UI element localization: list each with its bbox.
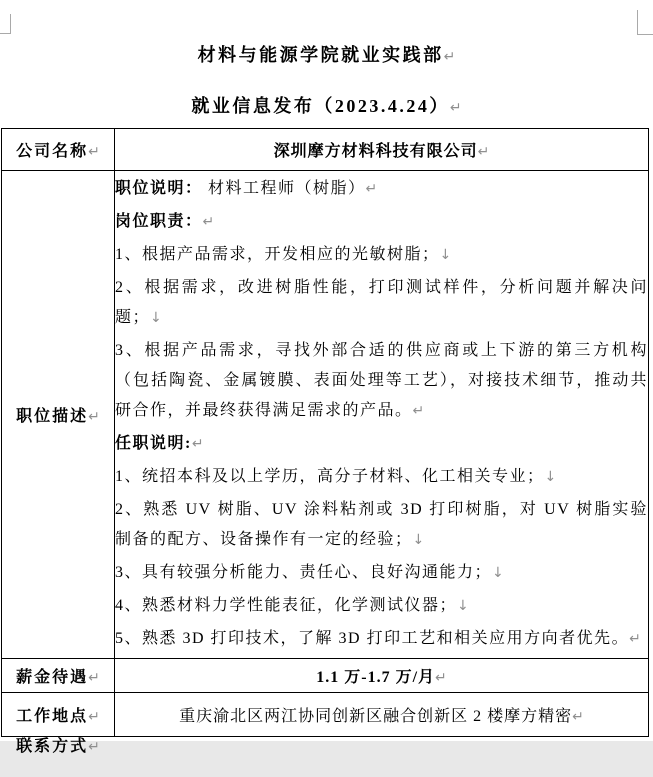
company-name-value-cell: [115, 129, 649, 171]
location-value: 重庆渝北区两江协同创新区融合创新区 2 楼摩方精密: [179, 708, 573, 725]
paragraph-mark-icon: ↵: [365, 181, 378, 197]
paragraph-mark-icon: ↵: [629, 631, 641, 647]
paragraph-mark-icon: ↵: [88, 670, 100, 686]
paragraph-text: 4、熟悉材料力学性能表征，化学测试仪器；: [115, 597, 458, 614]
table-row-location: [2, 693, 649, 737]
description-paragraph: [115, 273, 648, 333]
paragraph-text: 1、根据产品需求，开发相应的光敏树脂；: [115, 246, 440, 263]
salary-label-cell: [2, 659, 115, 693]
paragraph-mark-icon: ↵: [435, 670, 447, 686]
document-title-line1: [0, 44, 653, 68]
table-row-company: [2, 129, 649, 171]
location-value-cell: [115, 693, 649, 737]
description-paragraph: [115, 624, 648, 654]
paragraph-mark-icon: ↵: [202, 214, 215, 230]
margin-crop-mark-top-right: [637, 10, 653, 35]
paragraph-mark-icon: ↵: [191, 436, 204, 452]
line-break-mark-icon: ↓: [492, 565, 504, 581]
row-label: 职位描述: [16, 408, 89, 425]
description-paragraph: [115, 462, 648, 492]
company-name-value: 深圳摩方材料科技有限公司: [273, 143, 478, 160]
paragraph-heading: 岗位职责：: [115, 213, 203, 230]
location-label-cell: [2, 693, 115, 737]
margin-crop-mark-top-left: [0, 14, 11, 34]
description-paragraph: [115, 240, 648, 270]
partial-row-value-cell: [115, 737, 649, 777]
paragraph-text: 材料工程师（树脂）: [202, 180, 366, 197]
salary-value: 1.1 万-1.7 万/月: [316, 669, 436, 686]
paragraph-mark-icon: ↵: [443, 49, 456, 65]
line-break-mark-icon: ↓: [412, 532, 425, 548]
line-break-mark-icon: ↓: [544, 469, 557, 485]
line-break-mark-icon: ↓: [150, 310, 162, 326]
table-row-description: [2, 171, 649, 659]
description-label-cell: [2, 171, 115, 659]
salary-value-cell: [115, 659, 649, 693]
line-break-mark-icon: ↓: [439, 247, 452, 263]
paragraph-text: 2、根据需求，改进树脂性能，打印测试样件，分析问题并解决问题；: [115, 279, 648, 326]
paragraph-mark-icon: ↵: [412, 403, 425, 419]
description-paragraph: [115, 429, 648, 459]
paragraph-mark-icon: ↵: [88, 739, 100, 755]
description-paragraph: [115, 591, 648, 621]
title-text: 就业信息发布（2023.4.24）: [191, 96, 450, 116]
paragraph-mark-icon: ↵: [88, 409, 100, 425]
document-title-line2: [0, 95, 653, 119]
table-row-partial-clipped: [2, 737, 649, 777]
row-label: 工作地点: [16, 708, 89, 725]
job-info-table: [1, 128, 649, 777]
paragraph-mark-icon: ↵: [477, 144, 490, 160]
description-paragraph: [115, 174, 648, 204]
paragraph-text: 2、熟悉 UV 树脂、UV 涂料粘剂或 3D 打印树脂，对 UV 树脂实验制备的配方、设备操作有一定的经验；: [115, 501, 648, 548]
description-paragraph: [115, 558, 648, 588]
title-text: 材料与能源学院就业实践部: [197, 45, 444, 65]
row-label: 薪金待遇: [16, 669, 89, 686]
row-label: 公司名称: [16, 143, 89, 160]
paragraph-text: 1、统招本科及以上学历，高分子材料、化工相关专业；: [115, 468, 545, 485]
row-label: 联系方式: [16, 738, 89, 755]
description-content-cell: [115, 171, 649, 659]
paragraph-text: 3、根据产品需求，寻找外部合适的供应商或上下游的第三方机构（包括陶瓷、金属镀膜、表面处理等工艺），对接技术细节，推动共研合作，并最终获得满足需求的产品。: [115, 342, 648, 419]
description-paragraph: [115, 207, 648, 237]
paragraph-text: 3、具有较强分析能力、责任心、良好沟通能力；: [115, 564, 493, 581]
paragraph-mark-icon: ↵: [88, 709, 100, 725]
description-paragraph: [115, 495, 648, 555]
paragraph-mark-icon: ↵: [88, 144, 100, 160]
paragraph-mark-icon: ↵: [572, 709, 584, 725]
description-paragraph: [115, 336, 648, 426]
paragraph-heading: 任职说明:: [115, 435, 192, 452]
line-break-mark-icon: ↓: [457, 598, 469, 614]
company-name-label-cell: [2, 129, 115, 171]
paragraph-text: 5、熟悉 3D 打印技术，了解 3D 打印工艺和相关应用方向者优先。: [115, 630, 630, 647]
table-row-salary: [2, 659, 649, 693]
paragraph-heading: 职位说明：: [115, 180, 203, 197]
partial-row-label-cell: [2, 737, 115, 777]
paragraph-mark-icon: ↵: [449, 100, 462, 116]
